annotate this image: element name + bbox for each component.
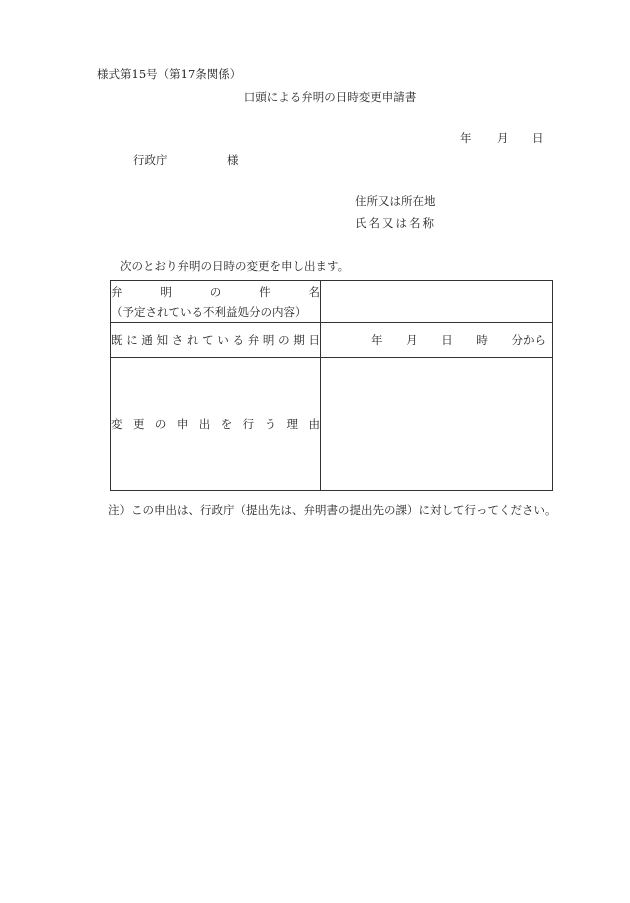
application-table xyxy=(110,280,553,491)
change-reason-label: 変 更 の 申 出 を 行 う 理 由 xyxy=(111,417,320,431)
unit-minute-from: 分から xyxy=(511,333,546,347)
unit-day: 日 xyxy=(441,333,453,347)
scheduled-date-value[interactable] xyxy=(321,323,553,358)
row-scheduled-date xyxy=(111,323,553,358)
case-name-sublabel: （予定されている不利益処分の内容） xyxy=(111,304,307,319)
scheduled-date-label: 既 に 通 知 さ れ て い る 弁 明 の 期 日 xyxy=(111,333,320,347)
form-number: 様式第15号（第17条関係） xyxy=(97,67,242,81)
change-reason-value[interactable] xyxy=(321,358,553,491)
scheduled-date-label-cell xyxy=(111,323,321,358)
unit-year: 年 xyxy=(371,333,383,347)
case-name-value[interactable] xyxy=(321,281,553,323)
case-name-label: 弁 明 の 件 名 xyxy=(111,284,320,299)
name-label: 氏名又は名称 xyxy=(355,216,436,230)
addressee-honorific: 様 xyxy=(227,153,239,167)
change-reason-label-cell xyxy=(111,358,321,491)
date-day-label: 日 xyxy=(532,131,544,145)
footnote: 注）この申出は、行政庁（提出先は、弁明書の提出先の課）に対して行ってください。 xyxy=(108,503,557,517)
date-year-label: 年 xyxy=(460,131,472,145)
document-title: 口頭による弁明の日時変更申請書 xyxy=(243,90,417,104)
unit-month: 月 xyxy=(406,333,418,347)
intro-text: 次のとおり弁明の日時の変更を申し出ます。 xyxy=(120,259,350,273)
case-name-label-cell xyxy=(111,281,321,323)
address-label: 住所又は所在地 xyxy=(355,194,436,208)
row-case-name xyxy=(111,281,553,323)
date-month-label: 月 xyxy=(497,131,509,145)
row-change-reason xyxy=(111,358,553,491)
unit-hour: 時 xyxy=(476,333,488,347)
addressee-agency: 行政庁 xyxy=(133,153,168,167)
